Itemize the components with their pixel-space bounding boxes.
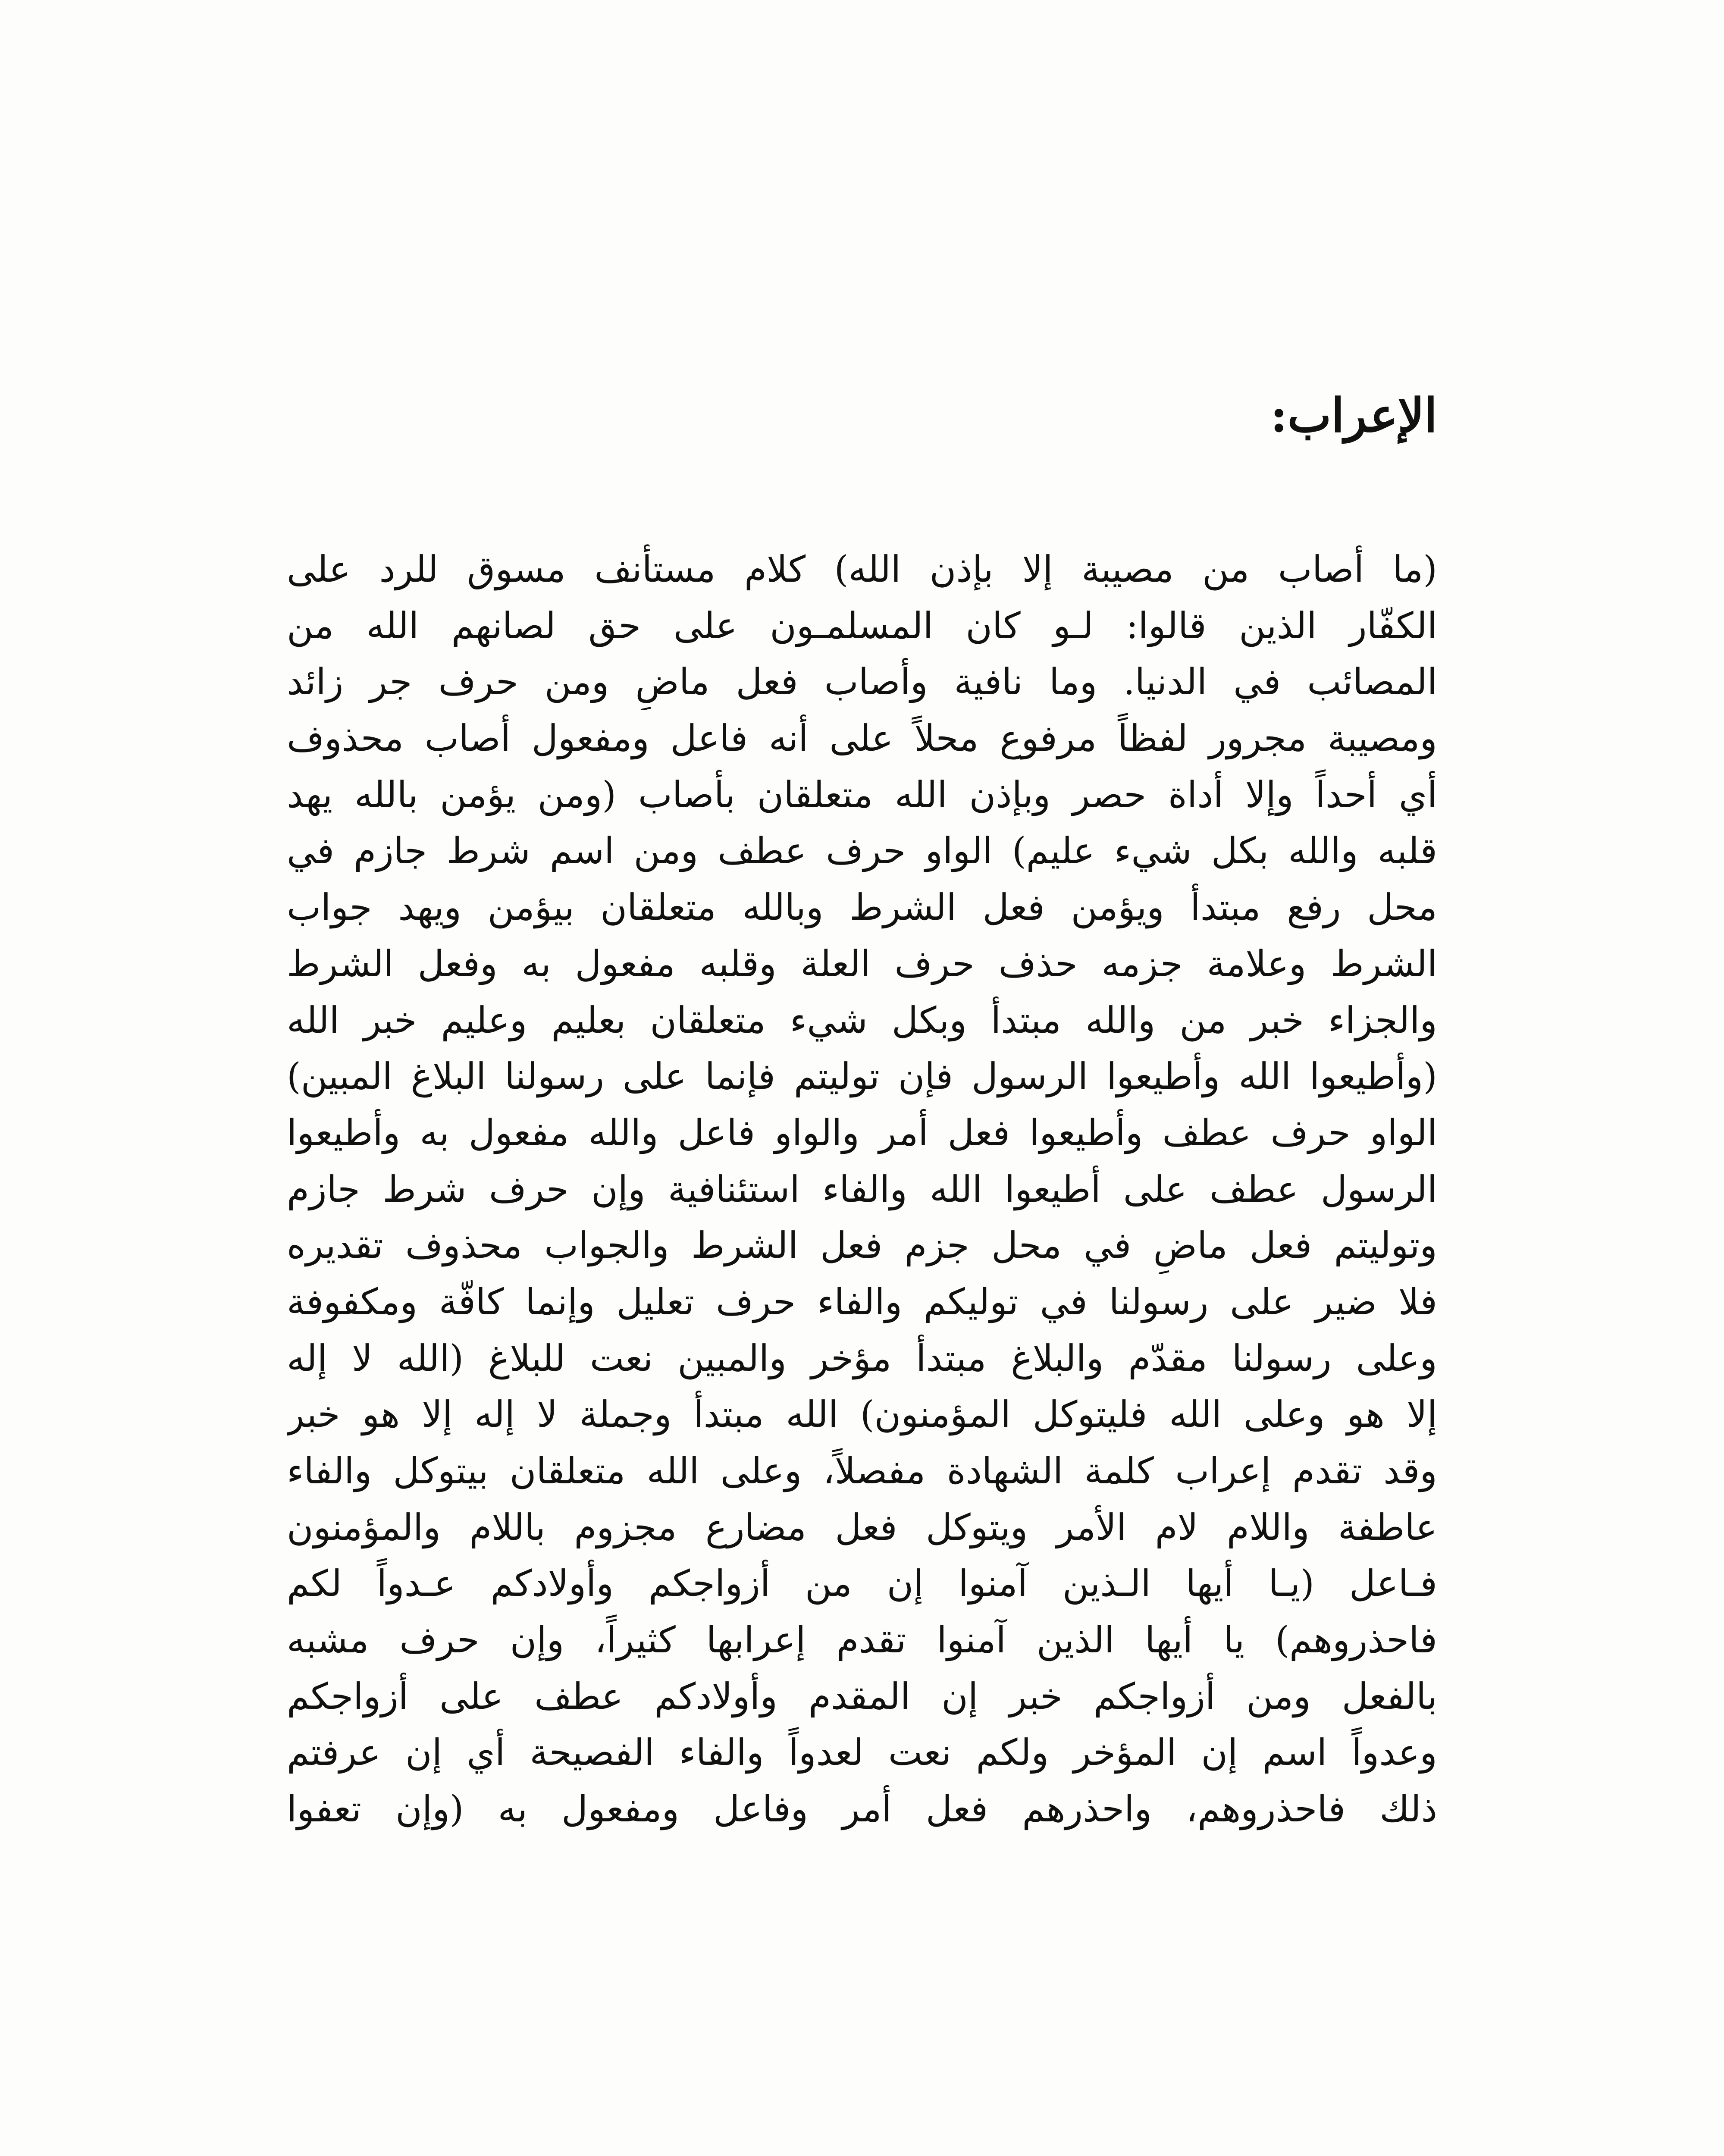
text-line: (وأطيعوا الله وأطيعوا الرسول فإن توليتم فإنما على رسولنا البلاغ المبين): [287, 1055, 1437, 1098]
section-heading: الإعراب:: [1270, 389, 1437, 443]
text-line: وقد تقدم إعراب كلمة الشهادة مفصلاً، وعلى الله متعلقان بيتوكل والفاء: [287, 1450, 1437, 1492]
text-line: الكفّار الذين قالوا: لـو كان المسلمـون على حق لصانهم الله من: [287, 604, 1437, 647]
text-line: الرسول عطف على أطيعوا الله والفاء استئنافية وإن حرف شرط جازم: [287, 1168, 1437, 1210]
text-line: (ما أصاب من مصيبة إلا بإذن الله) كلام مستأنف مسوق للرد على: [287, 548, 1437, 590]
text-line: فاحذروهم) يا أيها الذين آمنوا تقدم إعرابها كثيراً، وإن حرف مشبه: [287, 1619, 1437, 1661]
text-line: محل رفع مبتدأ ويؤمن فعل الشرط وبالله متعلقان بيؤمن ويهد جواب: [287, 886, 1437, 929]
text-line: الواو حرف عطف وأطيعوا فعل أمر والواو فاعل والله مفعول به وأطيعوا: [287, 1111, 1437, 1154]
text-line: المصائب في الدنيا. وما نافية وأصاب فعل ماضٍ ومن حرف جر زائد: [287, 661, 1437, 703]
text-line: وعلى رسولنا مقدّم والبلاغ مبتدأ مؤخر والمبين نعت للبلاغ (الله لا إله: [287, 1337, 1437, 1379]
body-text: [287, 541, 1437, 1837]
text-line: إلا هو وعلى الله فليتوكل المؤمنون) الله مبتدأ وجملة لا إله إلا هو خبر: [287, 1393, 1437, 1436]
text-line: ومصيبة مجرور لفظاً مرفوع محلاً على أنه فاعل ومفعول أصاب محذوف: [287, 717, 1437, 760]
text-line: وتوليتم فعل ماضٍ في محل جزم فعل الشرط والجواب محذوف تقديره: [287, 1224, 1437, 1267]
text-line: بالفعل ومن أزواجكم خبر إن المقدم وأولادكم عطف على أزواجكم: [287, 1675, 1437, 1717]
text-line: فلا ضير على رسولنا في توليكم والفاء حرف تعليل وإنما كافّة ومكفوفة: [287, 1280, 1437, 1323]
text-line: عاطفة واللام لام الأمر ويتوكل فعل مضارع مجزوم باللام والمؤمنون: [287, 1506, 1437, 1548]
text-line: الشرط وعلامة جزمه حذف حرف العلة وقلبه مفعول به وفعل الشرط: [287, 942, 1437, 985]
text-line: قلبه والله بكل شيء عليم) الواو حرف عطف ومن اسم شرط جازم في: [287, 830, 1437, 872]
text-line: وعدواً اسم إن المؤخر ولكم نعت لعدواً والفاء الفصيحة أي إن عرفتم: [287, 1731, 1437, 1774]
text-line: فـاعل (يـا أيها الـذين آمنوا إن من أزواجكم وأولادكم عـدواً لكم: [287, 1562, 1437, 1605]
text-line: ذلك فاحذروهم، واحذرهم فعل أمر وفاعل ومفعول به (وإن تعفوا: [287, 1788, 1437, 1830]
text-line: والجزاء خبر من والله مبتدأ وبكل شيء متعلقان بعليم وعليم خبر الله: [287, 999, 1437, 1041]
text-line: أي أحداً وإلا أداة حصر وبإذن الله متعلقان بأصاب (ومن يؤمن بالله يهد: [287, 773, 1437, 816]
